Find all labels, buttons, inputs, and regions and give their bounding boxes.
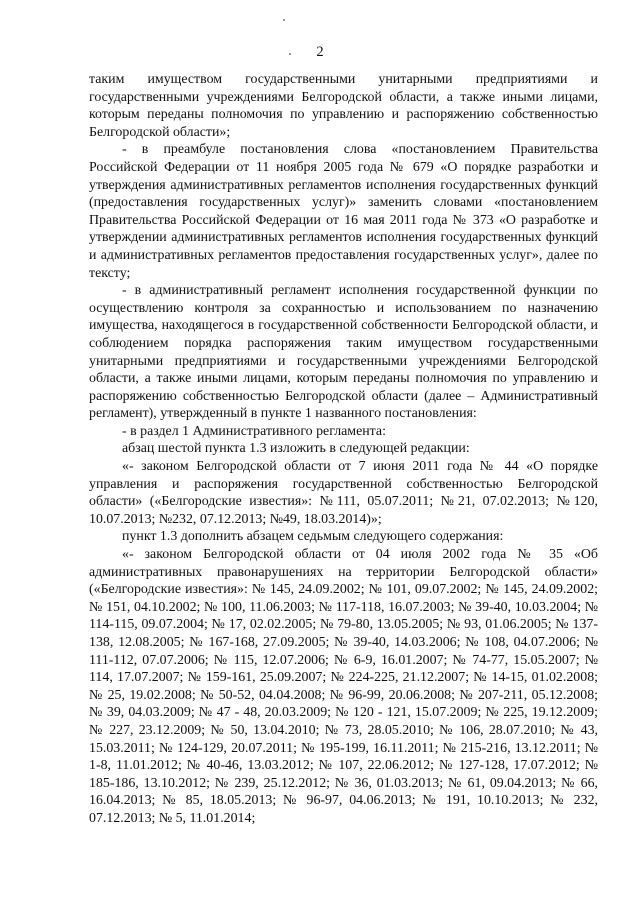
paragraph-8: «- законом Белгородской области от 04 июля 2002 года № 35 «Об административных правонарушениях на территории Белгородской области» («Белгородские известия»: № 145, 24.09.2002; № 101, 09.07.2002; № 145, 24.09.2002; № 151, 04.10.2002; № 100, 11.06.2003; № 117-118, 16.07.2003; № 39-40, 10.03.2004; № 114-115, 09.07.2004; № 17, 02.02.2005; № 79-80, 13.05.2005; № 93, 01.06.2005; № 137-138, 12.08.2005; № 167-168, 27.09.2005; № 39-40, 14.03.2006; № 108, 04.07.2006; № 111-112, 07.07.2006; № 115, 12.07.2006; № 6-9, 16.01.2007; № 74-77, 15.05.2007; № 114, 17.07.2007; № 159-161, 25.09.2007; № 224-225, 21.12.2007; № 14-15, 01.02.2008; № 25, 19.02.2008; № 50-52, 04.04.2008; № 96-99, 20.06.2008; № 207-211, 05.12.2008; № 39, 04.03.2009; № 47 - 48, 20.03.2009; № 120 - 121, 15.07.2009; № 225, 19.12.2009; № 227, 23.12.2009; № 50, 13.04.2010; № 73, 28.05.2010; № 106, 28.07.2010; № 43, 15.03.2011; № 124-129, 20.07.2011; № 195-199, 16.11.2011; № 215-216, 13.12.2011; № 1-8, 11.01.2012; № 40-46, 13.03.2012; № 107, 22.06.2012; № 127-128, 17.07.2012; № 185-186, 13.10.2012; № 239, 25.12.2012; № 36, 01.03.2013; № 61, 09.04.2013; № 66, 16.04.2013; № 85, 18.05.2013; № 96-97, 04.06.2013; № 191, 10.10.2013; № 232, 07.12.2013; № 5, 11.01.2014; <box>89 547 598 826</box>
paragraph-1: таким имуществом государственными унитарными предприятиями и государственными учреждениями Белгородской области, а также иными лицами, которым переданы полномочия по управлению и распоряжению собственностью Белгородской области»; <box>89 72 598 140</box>
scan-speck <box>283 19 285 21</box>
paragraph-5: абзац шестой пункта 1.3 изложить в следующей редакции: <box>122 441 470 457</box>
paragraph-3: - в административный регламент исполнения государственной функции по осуществлению контроля за сохранностью и использованием по назначению имущества, находящегося в государственной собственности Белгородской области, и соблюдением порядка распоряжения таким имуществом государственными унитарными предприятиями и государственными учреждениями Белгородской области, а также иными лицами, которым переданы полномочия по управлению и распоряжению собственностью Белгородской области (далее – Административный регламент), утвержденный в пункте 1 названного постановления: <box>89 283 598 422</box>
document-body <box>89 71 598 828</box>
page-number: 2 <box>316 44 324 60</box>
paragraph-7: пункт 1.3 дополнить абзацем седьмым следующего содержания: <box>122 529 504 545</box>
paragraph-6: «- законом Белгородской области от 7 июня 2011 года № 44 «О порядке управления и распоряжения государственной собственностью Белгородской области» («Белгородские известия»: №111, 05.07.2011; №21, 07.02.2013; №120, 10.07.2013; №232, 07.12.2013; №49, 18.03.2014)»; <box>89 459 598 527</box>
paragraph-2: - в преамбуле постановления слова «постановлением Правительства Российской Федерации от 11 ноября 2005 года № 679 «О порядке разработки и утверждения административных регламентов исполнения государственных функций (предоставления государственных услуг)» заменить словами «постановлением Правительства Российской Федерации от 16 мая 2011 года № 373 «О разработке и утверждении административных регламентов исполнения государственных функций и административных регламентов предоставления государственных услуг», далее по тексту; <box>89 142 598 281</box>
paragraph-4: - в раздел 1 Административного регламента: <box>122 423 386 439</box>
